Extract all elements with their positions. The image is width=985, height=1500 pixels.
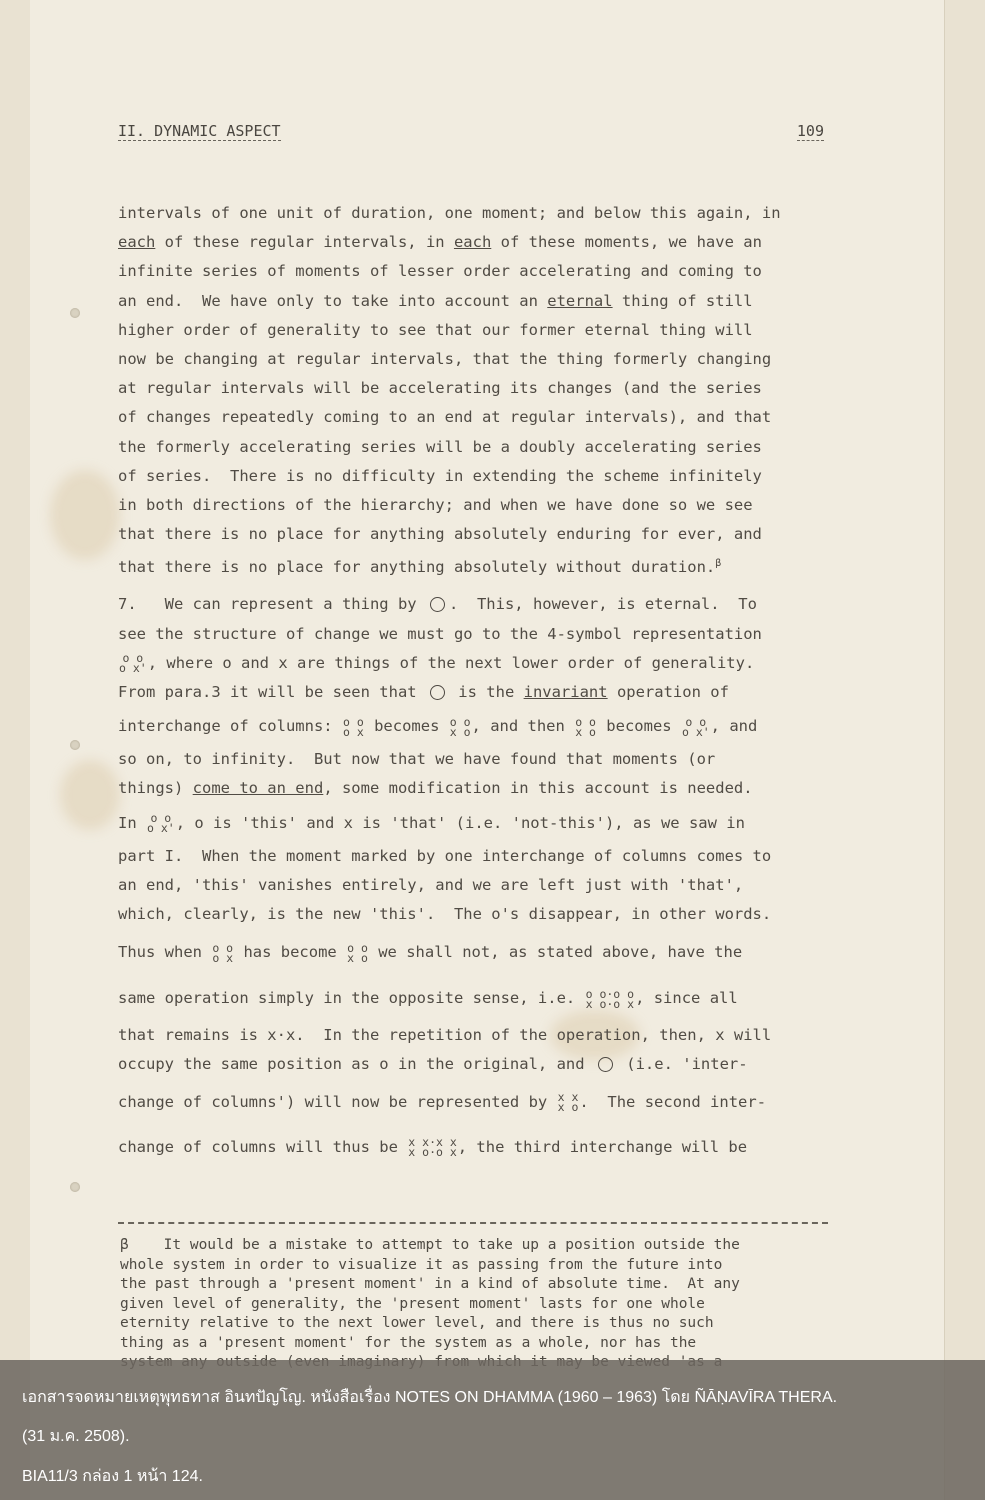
text-span: , where o and x are things of the next lower order of generality.	[147, 653, 755, 672]
text-line	[118, 1050, 838, 1079]
text-line: higher order of generality to see that our former eternal thing will	[118, 320, 753, 339]
text-span: . The second inter-	[579, 1092, 767, 1111]
text-line	[118, 804, 838, 842]
text-span: , the third interchange will be	[457, 1137, 748, 1156]
footnote	[120, 1236, 832, 1373]
text-line: in both directions of the hierarchy; and when we have done so we see	[118, 495, 753, 514]
text-span: thing of still	[612, 291, 753, 310]
text-line: that there is no place for anything absolutely enduring for ever, and	[118, 525, 762, 544]
text-span: of these regular intervals, in	[155, 233, 454, 252]
text-span: operation of	[607, 683, 729, 701]
footnote-line: β It would be a mistake to attempt to take up a position outside the	[120, 1237, 740, 1253]
symbol-matrix: o o x o	[347, 940, 368, 965]
text-line	[118, 228, 838, 257]
text-line	[118, 929, 838, 975]
text-line: see the structure of change we must go to the 4-symbol representation	[118, 624, 762, 643]
text-line	[118, 649, 838, 678]
text-span: From para.3 it will be seen that	[118, 683, 426, 701]
text-line: which, clearly, is the new 'this'. The o's disappear, in other words.	[118, 904, 772, 923]
text-span: , some modification in this account is needed.	[323, 779, 753, 798]
archive-caption	[0, 1360, 985, 1500]
symbol-matrix: o o o x	[342, 714, 364, 739]
text-span: becomes	[364, 717, 449, 736]
circle-symbol-icon	[598, 1057, 613, 1072]
text-span: of these moments, we have an	[491, 233, 762, 252]
underlined-word: eternal	[547, 291, 613, 310]
text-line	[118, 1080, 838, 1124]
text-line	[118, 590, 838, 619]
footnote-line: the past through a 'present moment' in a kind of absolute time. At any	[120, 1276, 740, 1292]
text-span: becomes	[596, 717, 681, 736]
text-line: part I. When the moment marked by one interchange of columns comes to	[118, 846, 772, 865]
symbol-matrix: x x·x x x o·o x	[408, 1135, 457, 1159]
text-span: we shall not, as stated above, have the	[368, 943, 743, 962]
text-line	[118, 1124, 838, 1170]
symbol-matrix: o o o x	[212, 940, 234, 965]
punch-hole	[70, 308, 80, 318]
symbol-matrix: o o·o o x o·o x	[585, 986, 635, 1011]
text-line: that remains is x·x. In the repetition of the operation, then, x will	[118, 1026, 772, 1045]
symbol-matrix: o o o x'	[119, 651, 147, 676]
text-line	[118, 678, 838, 707]
underlined-word: invariant	[523, 683, 608, 701]
text-line	[118, 287, 838, 316]
text-span: same operation simply in the opposite sense, i.e.	[118, 989, 585, 1008]
text-line: at regular intervals will be accelerating its changes (and the series	[118, 379, 762, 398]
page-number: 109	[796, 122, 824, 140]
footnote-marker: β	[715, 558, 722, 570]
caption-date: (31 ม.ค. 2508).	[22, 1428, 130, 1445]
underlined-phrase: come to an end	[192, 779, 324, 798]
page-body	[118, 199, 838, 1170]
symbol-matrix: o o o x'	[147, 811, 175, 836]
text-span: is the	[448, 683, 524, 701]
text-span: an end. We have only to take into account an	[118, 291, 548, 310]
text-line	[118, 549, 838, 578]
text-span: interchange of columns:	[118, 717, 342, 736]
symbol-matrix: o o x o	[575, 714, 596, 739]
text-line: of changes repeatedly coming to an end at regular intervals), and that	[118, 408, 772, 427]
page-header	[118, 122, 824, 144]
text-line	[118, 707, 838, 745]
text-span: 7. We can represent a thing by	[118, 595, 426, 614]
text-span: occupy the same position as o in the original, and	[118, 1055, 594, 1074]
footnote-divider	[118, 1222, 828, 1224]
text-line: now be changing at regular intervals, that the thing formerly changing	[118, 349, 772, 368]
text-line	[118, 774, 838, 803]
text-span: , and	[710, 717, 758, 736]
paper-stain	[60, 760, 120, 830]
underlined-word: each	[118, 233, 156, 252]
caption-title: เอกสารจดหมายเหตุพุทธทาส อินทปัญโญ. หนังสือเรื่อง NOTES ON DHAMMA (1960 – 1963) โดย ÑĀṆAVĪRA THERA.	[22, 1389, 838, 1406]
text-line	[118, 975, 838, 1021]
footnote-line: whole system in order to visualize it as passing from the future into	[120, 1256, 723, 1273]
circle-symbol-icon	[430, 597, 445, 612]
circle-symbol-icon	[430, 685, 445, 700]
symbol-matrix: o o o x'	[681, 714, 710, 739]
chapter-title: II. DYNAMIC ASPECT	[118, 122, 281, 140]
text-span: (i.e. 'inter-	[616, 1055, 748, 1074]
text-span: change of columns') will now be represented by	[118, 1092, 557, 1111]
footnote-line: given level of generality, the 'present moment' lasts for one whole	[120, 1295, 705, 1312]
text-span: , o is 'this' and x is 'that' (i.e. 'not-this'), as we saw in	[175, 813, 745, 832]
text-line: of series. There is no difficulty in extending the scheme infinitely	[118, 466, 762, 485]
caption-reference: BIA11/3 กล่อง 1 หน้า 124.	[22, 1468, 203, 1485]
underlined-word: each	[453, 233, 492, 252]
text-span: Thus when	[118, 943, 212, 962]
text-line: intervals of one unit of duration, one moment; and below this again, in	[118, 204, 781, 222]
punch-hole	[70, 740, 80, 750]
footnote-line: eternity relative to the next lower level, and there is thus no such	[120, 1315, 714, 1331]
text-line: infinite series of moments of lesser order accelerating and coming to	[118, 262, 762, 281]
text-span: has become	[234, 943, 347, 962]
punch-hole	[70, 1182, 80, 1192]
text-span: In	[118, 813, 146, 832]
symbol-matrix: x x x o	[557, 1090, 579, 1114]
text-span: things)	[118, 779, 193, 798]
text-line: an end, 'this' vanishes entirely, and we are left just with 'that',	[118, 875, 744, 894]
text-line: so on, to infinity. But now that we have found that moments (or	[118, 750, 716, 769]
text-span: , since all	[635, 989, 738, 1008]
paper-stain	[50, 470, 120, 560]
text-span: . This, however, is eternal. To	[448, 595, 757, 614]
text-line: the formerly accelerating series will be a doubly accelerating series	[118, 437, 762, 456]
text-span: , and then	[471, 717, 575, 736]
footnote-line: thing as a 'present moment' for the system as a whole, nor has the	[120, 1334, 697, 1351]
text-span: change of columns will thus be	[118, 1137, 408, 1156]
symbol-matrix: o o x o	[449, 714, 471, 739]
text-span: that there is no place for anything absolutely without duration.	[118, 558, 716, 577]
